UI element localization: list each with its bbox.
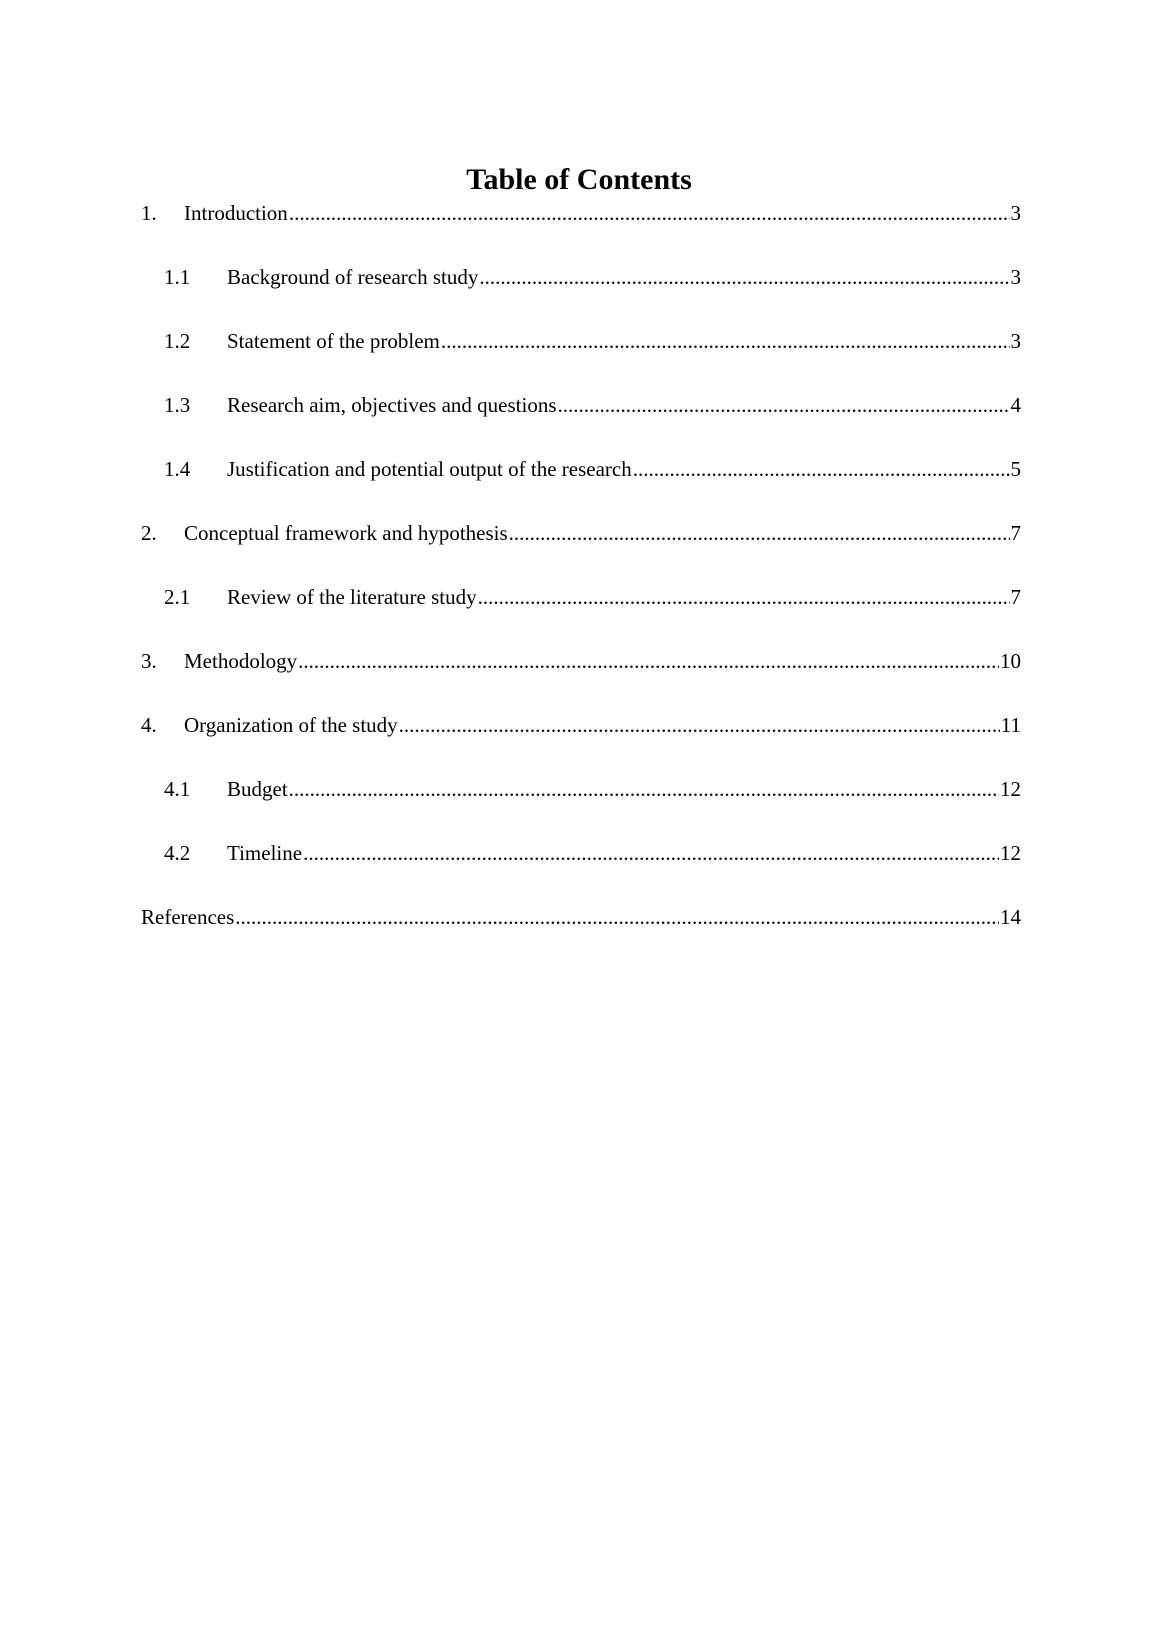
toc-entry-text: Organization of the study <box>184 713 398 737</box>
toc-entry-page: 12 <box>1000 841 1021 865</box>
toc-entry[interactable] <box>141 904 1021 968</box>
toc-entry-text: References <box>141 905 235 929</box>
toc-entry-text: Budget <box>227 777 288 801</box>
toc-entry[interactable] <box>141 328 1021 392</box>
toc-entry-text: Background of research study <box>227 265 479 289</box>
toc-dot-leader <box>303 840 999 866</box>
toc-dot-leader <box>298 648 999 674</box>
toc-entry-page: 11 <box>1000 713 1021 737</box>
toc-entry[interactable] <box>141 584 1021 648</box>
toc-entry-text: Statement of the problem <box>227 329 440 353</box>
toc-entry-page: 10 <box>1000 649 1021 673</box>
toc-entry-number: 4. <box>141 713 157 737</box>
toc-entry-text: Timeline <box>227 841 303 865</box>
toc-dot-leader <box>441 328 1010 354</box>
toc-entry-text: Review of the literature study <box>227 585 477 609</box>
toc-entry-number: 4.2 <box>164 841 191 865</box>
toc-entry-page: 12 <box>1000 777 1021 801</box>
toc-dot-leader <box>289 200 1010 226</box>
toc-entry-number: 3. <box>141 649 157 673</box>
toc-entry-text: Justification and potential output of the research <box>227 457 632 481</box>
toc-title: Table of Contents <box>466 163 692 196</box>
toc-entry[interactable] <box>141 200 1021 264</box>
toc-entry-number: 1.3 <box>164 393 191 417</box>
toc-entry-number: 2. <box>141 521 157 545</box>
toc-entry[interactable] <box>141 712 1021 776</box>
toc-entry[interactable] <box>141 648 1021 712</box>
toc-dot-leader <box>633 456 1010 482</box>
toc-entry-number: 1.1 <box>164 265 191 289</box>
toc-entry-page: 7 <box>1010 521 1021 545</box>
toc-entry-text: Research aim, objectives and questions <box>227 393 557 417</box>
toc-entry-number: 4.1 <box>164 777 191 801</box>
toc-entry[interactable] <box>141 456 1021 520</box>
toc-dot-leader <box>235 904 999 930</box>
toc-dot-leader <box>509 520 1010 546</box>
toc-entry[interactable] <box>141 392 1021 456</box>
toc-dot-leader <box>399 712 1000 738</box>
toc-entry-number: 1.2 <box>164 329 191 353</box>
toc-entry-page: 5 <box>1010 457 1021 481</box>
toc-entry-text: Conceptual framework and hypothesis <box>184 521 508 545</box>
toc-dot-leader <box>478 584 1010 610</box>
toc-entry-page: 4 <box>1010 393 1021 417</box>
toc-entry[interactable] <box>141 264 1021 328</box>
toc-entry-page: 7 <box>1010 585 1021 609</box>
toc-entry-page: 3 <box>1010 201 1021 225</box>
toc-entry-text: Methodology <box>184 649 298 673</box>
toc-entry-page: 14 <box>1000 905 1021 929</box>
toc-dot-leader <box>289 776 999 802</box>
toc-entry[interactable] <box>141 840 1021 904</box>
toc-entry[interactable] <box>141 776 1021 840</box>
toc-dot-leader <box>558 392 1010 418</box>
toc-entry-number: 2.1 <box>164 585 191 609</box>
toc-entry-number: 1.4 <box>164 457 191 481</box>
toc-entry-text: Introduction <box>184 201 288 225</box>
toc-entry-page: 3 <box>1010 329 1021 353</box>
toc-dot-leader <box>479 264 1009 290</box>
toc-entry-page: 3 <box>1010 265 1021 289</box>
toc-list <box>141 200 1021 968</box>
toc-entry[interactable] <box>141 520 1021 584</box>
toc-entry-number: 1. <box>141 201 157 225</box>
